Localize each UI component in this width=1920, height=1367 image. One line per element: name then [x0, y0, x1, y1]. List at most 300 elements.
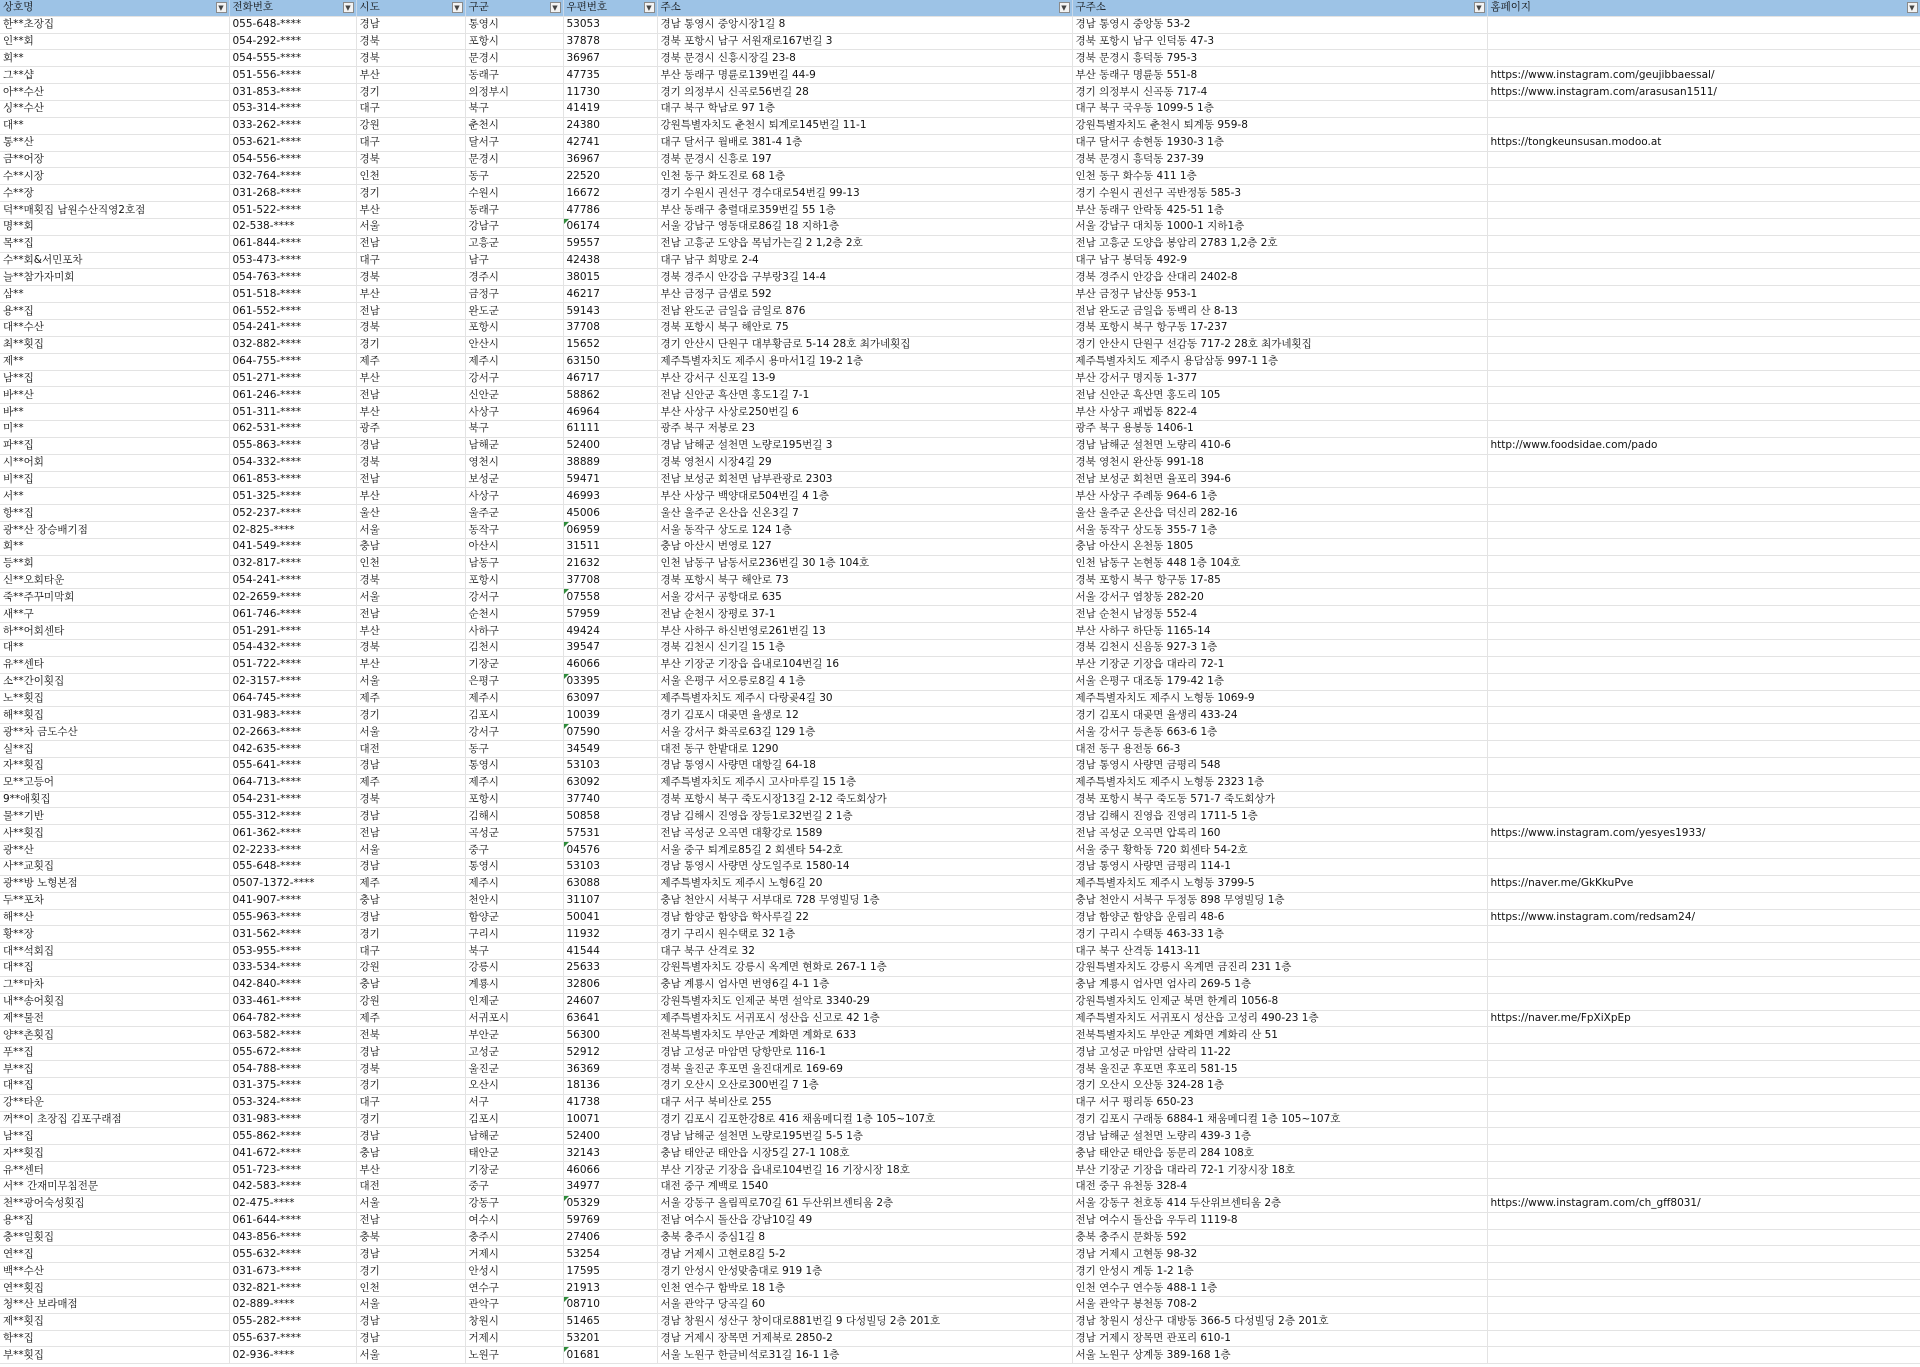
cell-address[interactable]: 경기 안산시 단원구 대부황금로 5-14 28호 최가네횟집 — [657, 336, 1072, 353]
cell-province[interactable]: 부산 — [356, 656, 465, 673]
cell-province[interactable]: 경남 — [356, 1313, 465, 1330]
cell-district[interactable]: 중구 — [465, 1179, 563, 1196]
cell-address[interactable]: 대구 서구 북비산로 255 — [657, 1094, 1072, 1111]
column-header-phone[interactable] — [229, 0, 356, 16]
cell-zipcode[interactable]: 59769 — [563, 1212, 657, 1229]
cell-old-address[interactable]: 경남 통영시 사량면 금평리 114-1 — [1072, 858, 1487, 875]
cell-district[interactable]: 북구 — [465, 101, 563, 118]
cell-zipcode[interactable]: 06959 — [563, 522, 657, 539]
cell-old-address[interactable]: 전남 보성군 회천면 율포리 394-6 — [1072, 471, 1487, 488]
cell-zipcode[interactable]: 49424 — [563, 623, 657, 640]
cell-zipcode[interactable]: 10071 — [563, 1111, 657, 1128]
cell-district[interactable]: 관악구 — [465, 1296, 563, 1313]
cell-homepage[interactable] — [1487, 16, 1920, 33]
cell-province[interactable]: 전남 — [356, 235, 465, 252]
cell-province[interactable]: 충북 — [356, 1229, 465, 1246]
cell-province[interactable]: 서울 — [356, 522, 465, 539]
cell-zipcode[interactable]: 42438 — [563, 252, 657, 269]
cell-name[interactable]: 파**집 — [0, 437, 229, 454]
cell-district[interactable]: 김천시 — [465, 640, 563, 657]
cell-zipcode[interactable]: 36967 — [563, 50, 657, 67]
cell-homepage[interactable]: https://www.instagram.com/redsam24/ — [1487, 909, 1920, 926]
cell-old-address[interactable]: 경남 통영시 사량면 금평리 548 — [1072, 757, 1487, 774]
cell-address[interactable]: 부산 사상구 사상로250번길 6 — [657, 404, 1072, 421]
cell-address[interactable]: 경북 포항시 북구 해안로 73 — [657, 572, 1072, 589]
cell-zipcode[interactable]: 63097 — [563, 690, 657, 707]
cell-phone[interactable]: 031-375-**** — [229, 1077, 356, 1094]
cell-homepage[interactable] — [1487, 185, 1920, 202]
cell-old-address[interactable]: 제주특별자치도 제주시 노형동 3799-5 — [1072, 875, 1487, 892]
cell-name[interactable]: 그**샵 — [0, 67, 229, 84]
cell-homepage[interactable] — [1487, 842, 1920, 859]
cell-homepage[interactable] — [1487, 943, 1920, 960]
cell-homepage[interactable] — [1487, 589, 1920, 606]
cell-district[interactable]: 강동구 — [465, 1195, 563, 1212]
cell-address[interactable]: 제주특별자치도 제주시 고사마루길 15 1층 — [657, 774, 1072, 791]
cell-province[interactable]: 경북 — [356, 791, 465, 808]
cell-homepage[interactable]: https://naver.me/GkKkuPve — [1487, 875, 1920, 892]
cell-phone[interactable]: 064-713-**** — [229, 774, 356, 791]
cell-phone[interactable]: 02-889-**** — [229, 1296, 356, 1313]
cell-zipcode[interactable]: 46993 — [563, 488, 657, 505]
cell-old-address[interactable]: 대구 남구 봉덕동 492-9 — [1072, 252, 1487, 269]
cell-phone[interactable]: 055-632-**** — [229, 1246, 356, 1263]
filter-dropdown-icon[interactable]: ▼ — [452, 2, 463, 13]
cell-old-address[interactable]: 경기 오산시 오산동 324-28 1층 — [1072, 1077, 1487, 1094]
cell-homepage[interactable] — [1487, 1145, 1920, 1162]
cell-name[interactable]: 수**시장 — [0, 168, 229, 185]
cell-address[interactable]: 부산 금정구 금샘로 592 — [657, 286, 1072, 303]
cell-old-address[interactable]: 부산 사하구 하단동 1165-14 — [1072, 623, 1487, 640]
cell-old-address[interactable]: 인천 동구 화수동 411 1층 — [1072, 168, 1487, 185]
cell-province[interactable]: 경남 — [356, 757, 465, 774]
cell-zipcode[interactable]: 46717 — [563, 370, 657, 387]
cell-homepage[interactable] — [1487, 1313, 1920, 1330]
cell-old-address[interactable]: 서울 강동구 천호동 414 두산위브센티움 2층 — [1072, 1195, 1487, 1212]
cell-name[interactable]: 모**고등어 — [0, 774, 229, 791]
cell-name[interactable]: 통**산 — [0, 134, 229, 151]
cell-homepage[interactable] — [1487, 976, 1920, 993]
cell-district[interactable]: 서귀포시 — [465, 1010, 563, 1027]
cell-phone[interactable]: 051-518-**** — [229, 286, 356, 303]
cell-old-address[interactable]: 경북 경주시 안강읍 산대리 2402-8 — [1072, 269, 1487, 286]
cell-phone[interactable]: 061-853-**** — [229, 471, 356, 488]
cell-zipcode[interactable]: 21913 — [563, 1280, 657, 1297]
cell-zipcode[interactable]: 27406 — [563, 1229, 657, 1246]
cell-old-address[interactable]: 부산 동래구 안락동 425-51 1층 — [1072, 202, 1487, 219]
cell-homepage[interactable] — [1487, 454, 1920, 471]
cell-phone[interactable]: 054-432-**** — [229, 640, 356, 657]
cell-old-address[interactable]: 충남 계룡시 엄사면 엄사리 269-5 1층 — [1072, 976, 1487, 993]
cell-district[interactable]: 구리시 — [465, 926, 563, 943]
cell-district[interactable]: 노원구 — [465, 1347, 563, 1364]
cell-province[interactable]: 서울 — [356, 673, 465, 690]
cell-name[interactable]: 대** — [0, 640, 229, 657]
cell-old-address[interactable]: 경기 의정부시 신곡동 717-4 — [1072, 84, 1487, 101]
cell-name[interactable]: 청**산 보라매점 — [0, 1296, 229, 1313]
cell-name[interactable]: 광**산 장승배기점 — [0, 522, 229, 539]
cell-name[interactable]: 광**산 — [0, 842, 229, 859]
cell-homepage[interactable] — [1487, 1296, 1920, 1313]
cell-province[interactable]: 경남 — [356, 1246, 465, 1263]
cell-address[interactable]: 대구 북구 학남로 97 1층 — [657, 101, 1072, 118]
cell-province[interactable]: 인천 — [356, 1280, 465, 1297]
cell-old-address[interactable]: 강원특별자치도 춘천시 퇴계동 959-8 — [1072, 117, 1487, 134]
cell-province[interactable]: 대전 — [356, 741, 465, 758]
cell-name[interactable]: 목**집 — [0, 235, 229, 252]
cell-district[interactable]: 충주시 — [465, 1229, 563, 1246]
cell-homepage[interactable] — [1487, 1212, 1920, 1229]
cell-zipcode[interactable]: 45006 — [563, 505, 657, 522]
cell-old-address[interactable]: 경북 문경시 흥덕동 237-39 — [1072, 151, 1487, 168]
cell-address[interactable]: 전남 곡성군 오곡면 대황강로 1589 — [657, 825, 1072, 842]
cell-zipcode[interactable]: 16672 — [563, 185, 657, 202]
cell-district[interactable]: 동래구 — [465, 202, 563, 219]
column-header-zipcode[interactable] — [563, 0, 657, 16]
cell-name[interactable]: 충**일횟집 — [0, 1229, 229, 1246]
cell-homepage[interactable] — [1487, 791, 1920, 808]
cell-province[interactable]: 경기 — [356, 707, 465, 724]
cell-zipcode[interactable]: 46066 — [563, 656, 657, 673]
cell-district[interactable]: 강릉시 — [465, 960, 563, 977]
cell-phone[interactable]: 054-556-**** — [229, 151, 356, 168]
cell-province[interactable]: 강원 — [356, 960, 465, 977]
cell-zipcode[interactable]: 31107 — [563, 892, 657, 909]
column-header-province[interactable] — [356, 0, 465, 16]
cell-address[interactable]: 제주특별자치도 제주시 다랑곶4길 30 — [657, 690, 1072, 707]
cell-phone[interactable]: 055-312-**** — [229, 808, 356, 825]
cell-address[interactable]: 경북 포항시 북구 해안로 75 — [657, 319, 1072, 336]
cell-zipcode[interactable]: 59143 — [563, 303, 657, 320]
cell-zipcode[interactable]: 53103 — [563, 757, 657, 774]
cell-name[interactable]: 내**송어횟집 — [0, 993, 229, 1010]
cell-name[interactable]: 하**어회센타 — [0, 623, 229, 640]
cell-phone[interactable]: 041-672-**** — [229, 1145, 356, 1162]
cell-homepage[interactable]: https://www.instagram.com/geujibbaessal/ — [1487, 67, 1920, 84]
cell-phone[interactable]: 055-862-**** — [229, 1128, 356, 1145]
cell-name[interactable]: 사**횟집 — [0, 825, 229, 842]
cell-phone[interactable]: 043-856-**** — [229, 1229, 356, 1246]
cell-old-address[interactable]: 경기 안산시 단원구 선감동 717-2 28호 최가네횟집 — [1072, 336, 1487, 353]
cell-homepage[interactable] — [1487, 303, 1920, 320]
cell-zipcode[interactable]: 07558 — [563, 589, 657, 606]
cell-old-address[interactable]: 경북 영천시 완산동 991-18 — [1072, 454, 1487, 471]
cell-phone[interactable]: 033-262-**** — [229, 117, 356, 134]
cell-phone[interactable]: 041-549-**** — [229, 538, 356, 555]
cell-district[interactable]: 금정구 — [465, 286, 563, 303]
cell-name[interactable]: 제**물전 — [0, 1010, 229, 1027]
cell-district[interactable]: 남해군 — [465, 1128, 563, 1145]
cell-homepage[interactable] — [1487, 623, 1920, 640]
cell-address[interactable]: 경남 통영시 중앙시장1길 8 — [657, 16, 1072, 33]
cell-name[interactable]: 용**집 — [0, 1212, 229, 1229]
cell-old-address[interactable]: 경북 문경시 흥덕동 795-3 — [1072, 50, 1487, 67]
cell-name[interactable]: 소**간이횟집 — [0, 673, 229, 690]
cell-name[interactable]: 미** — [0, 421, 229, 438]
cell-name[interactable]: 인**회 — [0, 33, 229, 50]
cell-name[interactable]: 천**광어숙성횟집 — [0, 1195, 229, 1212]
cell-province[interactable]: 제주 — [356, 353, 465, 370]
cell-old-address[interactable]: 제주특별자치도 제주시 노형동 2323 1층 — [1072, 774, 1487, 791]
cell-old-address[interactable]: 제주특별자치도 제주시 용담삼동 997-1 1층 — [1072, 353, 1487, 370]
cell-district[interactable]: 아산시 — [465, 538, 563, 555]
cell-district[interactable]: 포항시 — [465, 572, 563, 589]
cell-old-address[interactable]: 광주 북구 용봉동 1406-1 — [1072, 421, 1487, 438]
cell-old-address[interactable]: 부산 기장군 기장읍 대라리 72-1 기장시장 18호 — [1072, 1162, 1487, 1179]
cell-district[interactable]: 기장군 — [465, 656, 563, 673]
cell-province[interactable]: 전남 — [356, 471, 465, 488]
cell-old-address[interactable]: 전남 여수시 돌산읍 우두리 1119-8 — [1072, 1212, 1487, 1229]
cell-address[interactable]: 전남 고흥군 도양읍 목넘가는길 2 1,2층 2호 — [657, 235, 1072, 252]
cell-zipcode[interactable]: 41738 — [563, 1094, 657, 1111]
cell-name[interactable]: 신**오회타운 — [0, 572, 229, 589]
cell-address[interactable]: 경기 의정부시 신곡로56번길 28 — [657, 84, 1072, 101]
cell-homepage[interactable] — [1487, 808, 1920, 825]
cell-phone[interactable]: 031-853-**** — [229, 84, 356, 101]
cell-province[interactable]: 충남 — [356, 1145, 465, 1162]
cell-name[interactable]: 대**집 — [0, 1077, 229, 1094]
cell-phone[interactable]: 031-983-**** — [229, 1111, 356, 1128]
cell-province[interactable]: 경남 — [356, 16, 465, 33]
cell-zipcode[interactable]: 03395 — [563, 673, 657, 690]
cell-homepage[interactable] — [1487, 757, 1920, 774]
cell-phone[interactable]: 054-332-**** — [229, 454, 356, 471]
cell-zipcode[interactable]: 42741 — [563, 134, 657, 151]
cell-province[interactable]: 전북 — [356, 1027, 465, 1044]
cell-homepage[interactable] — [1487, 858, 1920, 875]
cell-province[interactable]: 서울 — [356, 1195, 465, 1212]
cell-district[interactable]: 문경시 — [465, 50, 563, 67]
cell-district[interactable]: 통영시 — [465, 16, 563, 33]
cell-province[interactable]: 전남 — [356, 303, 465, 320]
cell-zipcode[interactable]: 01681 — [563, 1347, 657, 1364]
cell-name[interactable]: 죽**주꾸미막회 — [0, 589, 229, 606]
cell-province[interactable]: 부산 — [356, 286, 465, 303]
cell-old-address[interactable]: 대전 동구 용전동 66-3 — [1072, 741, 1487, 758]
cell-zipcode[interactable]: 39547 — [563, 640, 657, 657]
cell-province[interactable]: 부산 — [356, 1162, 465, 1179]
cell-homepage[interactable] — [1487, 471, 1920, 488]
cell-address[interactable]: 충남 계룡시 엄사면 번영6길 4-1 1층 — [657, 976, 1072, 993]
cell-name[interactable]: 금**어장 — [0, 151, 229, 168]
cell-homepage[interactable] — [1487, 1263, 1920, 1280]
cell-district[interactable]: 거제시 — [465, 1330, 563, 1347]
cell-zipcode[interactable]: 41419 — [563, 101, 657, 118]
cell-address[interactable]: 경남 김해시 진영읍 장등1로32번길 2 1층 — [657, 808, 1072, 825]
cell-homepage[interactable] — [1487, 1246, 1920, 1263]
cell-district[interactable]: 포항시 — [465, 319, 563, 336]
cell-phone[interactable]: 054-231-**** — [229, 791, 356, 808]
cell-homepage[interactable] — [1487, 101, 1920, 118]
cell-address[interactable]: 경기 김포시 김포한강8로 416 채움메디컬 1층 105~107호 — [657, 1111, 1072, 1128]
cell-name[interactable]: 유**센터 — [0, 1162, 229, 1179]
cell-phone[interactable]: 02-475-**** — [229, 1195, 356, 1212]
cell-province[interactable]: 대전 — [356, 1179, 465, 1196]
cell-address[interactable]: 전남 순천시 장평로 37-1 — [657, 606, 1072, 623]
cell-district[interactable]: 보성군 — [465, 471, 563, 488]
cell-address[interactable]: 경남 통영시 사량면 대항길 64-18 — [657, 757, 1072, 774]
cell-old-address[interactable]: 서울 노원구 상계동 389-168 1층 — [1072, 1347, 1487, 1364]
cell-homepage[interactable] — [1487, 673, 1920, 690]
cell-province[interactable]: 전남 — [356, 825, 465, 842]
cell-phone[interactable]: 055-282-**** — [229, 1313, 356, 1330]
cell-old-address[interactable]: 경남 창원시 성산구 대방동 366-5 다성빌딩 2층 201호 — [1072, 1313, 1487, 1330]
cell-phone[interactable]: 02-2663-**** — [229, 724, 356, 741]
cell-province[interactable]: 인천 — [356, 555, 465, 572]
cell-name[interactable]: 늘**참가자미회 — [0, 269, 229, 286]
cell-zipcode[interactable]: 17595 — [563, 1263, 657, 1280]
cell-district[interactable]: 순천시 — [465, 606, 563, 623]
cell-homepage[interactable] — [1487, 151, 1920, 168]
cell-zipcode[interactable]: 36369 — [563, 1061, 657, 1078]
cell-old-address[interactable]: 부산 금정구 남산동 953-1 — [1072, 286, 1487, 303]
cell-phone[interactable]: 042-635-**** — [229, 741, 356, 758]
cell-name[interactable]: 남**집 — [0, 370, 229, 387]
cell-phone[interactable]: 051-291-**** — [229, 623, 356, 640]
cell-phone[interactable]: 051-325-**** — [229, 488, 356, 505]
cell-province[interactable]: 대구 — [356, 134, 465, 151]
cell-zipcode[interactable]: 59557 — [563, 235, 657, 252]
cell-name[interactable]: 해**산 — [0, 909, 229, 926]
cell-address[interactable]: 서울 은평구 서오릉로8길 4 1층 — [657, 673, 1072, 690]
cell-address[interactable]: 경북 김천시 신기길 15 1층 — [657, 640, 1072, 657]
cell-zipcode[interactable]: 52912 — [563, 1044, 657, 1061]
cell-old-address[interactable]: 경북 포항시 남구 인덕동 47-3 — [1072, 33, 1487, 50]
cell-zipcode[interactable]: 25633 — [563, 960, 657, 977]
cell-district[interactable]: 남구 — [465, 252, 563, 269]
cell-old-address[interactable]: 경남 남해군 설천면 노량리 410-6 — [1072, 437, 1487, 454]
cell-homepage[interactable]: https://www.instagram.com/yesyes1933/ — [1487, 825, 1920, 842]
cell-district[interactable]: 창원시 — [465, 1313, 563, 1330]
cell-name[interactable]: 덕**매횟집 남원수산직영2호점 — [0, 202, 229, 219]
cell-old-address[interactable]: 부산 사상구 괘법동 822-4 — [1072, 404, 1487, 421]
cell-province[interactable]: 강원 — [356, 993, 465, 1010]
cell-zipcode[interactable]: 11932 — [563, 926, 657, 943]
column-header-address[interactable] — [657, 0, 1072, 16]
cell-old-address[interactable]: 대구 북구 국우동 1099-5 1층 — [1072, 101, 1487, 118]
cell-old-address[interactable]: 전남 완도군 금일읍 동백리 산 8-13 — [1072, 303, 1487, 320]
cell-zipcode[interactable]: 08710 — [563, 1296, 657, 1313]
cell-old-address[interactable]: 서울 은평구 대조동 179-42 1층 — [1072, 673, 1487, 690]
cell-phone[interactable]: 02-936-**** — [229, 1347, 356, 1364]
cell-homepage[interactable] — [1487, 538, 1920, 555]
cell-name[interactable]: 두**포차 — [0, 892, 229, 909]
cell-name[interactable]: 연**횟집 — [0, 1280, 229, 1297]
cell-province[interactable]: 충남 — [356, 538, 465, 555]
cell-province[interactable]: 경기 — [356, 336, 465, 353]
cell-name[interactable]: 명**회 — [0, 218, 229, 235]
cell-phone[interactable]: 054-763-**** — [229, 269, 356, 286]
cell-name[interactable]: 노**횟집 — [0, 690, 229, 707]
cell-district[interactable]: 제주시 — [465, 774, 563, 791]
cell-phone[interactable]: 051-723-**** — [229, 1162, 356, 1179]
cell-address[interactable]: 부산 사하구 하신번영로261번길 13 — [657, 623, 1072, 640]
cell-district[interactable]: 신안군 — [465, 387, 563, 404]
cell-homepage[interactable] — [1487, 353, 1920, 370]
filter-dropdown-icon[interactable]: ▼ — [216, 2, 227, 13]
cell-address[interactable]: 경기 수원시 권선구 경수대로54번길 99-13 — [657, 185, 1072, 202]
cell-old-address[interactable]: 경남 거제시 장목면 관포리 610-1 — [1072, 1330, 1487, 1347]
cell-zipcode[interactable]: 24380 — [563, 117, 657, 134]
cell-homepage[interactable] — [1487, 1280, 1920, 1297]
cell-district[interactable]: 사하구 — [465, 623, 563, 640]
cell-homepage[interactable] — [1487, 1027, 1920, 1044]
cell-homepage[interactable] — [1487, 656, 1920, 673]
filter-dropdown-icon[interactable]: ▼ — [550, 2, 561, 13]
cell-phone[interactable]: 0507-1372-**** — [229, 875, 356, 892]
cell-district[interactable]: 김포시 — [465, 1111, 563, 1128]
cell-homepage[interactable] — [1487, 488, 1920, 505]
cell-old-address[interactable]: 인천 연수구 연수동 488-1 1층 — [1072, 1280, 1487, 1297]
column-header-old-address[interactable] — [1072, 0, 1487, 16]
cell-phone[interactable]: 051-522-**** — [229, 202, 356, 219]
cell-address[interactable]: 경남 고성군 마암면 당항만로 116-1 — [657, 1044, 1072, 1061]
cell-homepage[interactable] — [1487, 1111, 1920, 1128]
cell-zipcode[interactable]: 47786 — [563, 202, 657, 219]
cell-province[interactable]: 제주 — [356, 690, 465, 707]
cell-phone[interactable]: 051-271-**** — [229, 370, 356, 387]
cell-zipcode[interactable]: 46217 — [563, 286, 657, 303]
cell-homepage[interactable] — [1487, 1128, 1920, 1145]
cell-zipcode[interactable]: 57531 — [563, 825, 657, 842]
cell-phone[interactable]: 064-755-**** — [229, 353, 356, 370]
cell-name[interactable]: 꺼**이 초장집 김포구래점 — [0, 1111, 229, 1128]
cell-district[interactable]: 은평구 — [465, 673, 563, 690]
cell-homepage[interactable]: https://www.instagram.com/ch_gff8031/ — [1487, 1195, 1920, 1212]
cell-phone[interactable]: 02-2233-**** — [229, 842, 356, 859]
cell-name[interactable]: 한**초장집 — [0, 16, 229, 33]
cell-name[interactable]: 수**회&서민포차 — [0, 252, 229, 269]
cell-province[interactable]: 경남 — [356, 1128, 465, 1145]
cell-address[interactable]: 충남 천안시 서북구 서부대로 728 무영빌딩 1층 — [657, 892, 1072, 909]
cell-province[interactable]: 전남 — [356, 387, 465, 404]
cell-phone[interactable]: 053-314-**** — [229, 101, 356, 118]
cell-old-address[interactable]: 대구 달서구 송현동 1930-3 1층 — [1072, 134, 1487, 151]
cell-province[interactable]: 경남 — [356, 1044, 465, 1061]
cell-phone[interactable]: 055-637-**** — [229, 1330, 356, 1347]
cell-zipcode[interactable]: 46964 — [563, 404, 657, 421]
cell-phone[interactable]: 053-621-**** — [229, 134, 356, 151]
cell-district[interactable]: 계룡시 — [465, 976, 563, 993]
cell-name[interactable]: 제**횟집 — [0, 1313, 229, 1330]
cell-name[interactable]: 대** — [0, 117, 229, 134]
cell-name[interactable]: 황**장 — [0, 926, 229, 943]
column-header-homepage[interactable] — [1487, 0, 1920, 16]
cell-address[interactable]: 부산 강서구 신포길 13-9 — [657, 370, 1072, 387]
cell-address[interactable]: 제주특별자치도 제주시 용마서1길 19-2 1층 — [657, 353, 1072, 370]
cell-province[interactable]: 경북 — [356, 1061, 465, 1078]
cell-name[interactable]: 대**집 — [0, 960, 229, 977]
cell-homepage[interactable] — [1487, 269, 1920, 286]
cell-name[interactable]: 시**어회 — [0, 454, 229, 471]
cell-district[interactable]: 제주시 — [465, 353, 563, 370]
cell-district[interactable]: 김포시 — [465, 707, 563, 724]
cell-old-address[interactable]: 충북 충주시 문화동 592 — [1072, 1229, 1487, 1246]
cell-province[interactable]: 경북 — [356, 319, 465, 336]
cell-zipcode[interactable]: 07590 — [563, 724, 657, 741]
cell-address[interactable]: 서울 강서구 공항대로 635 — [657, 589, 1072, 606]
cell-district[interactable]: 고흥군 — [465, 235, 563, 252]
cell-name[interactable]: 사**교횟집 — [0, 858, 229, 875]
cell-old-address[interactable]: 강원특별자치도 강릉시 옥계면 금진리 231 1층 — [1072, 960, 1487, 977]
cell-district[interactable]: 북구 — [465, 421, 563, 438]
cell-phone[interactable]: 032-821-**** — [229, 1280, 356, 1297]
cell-name[interactable]: 푸**집 — [0, 1044, 229, 1061]
cell-phone[interactable]: 042-583-**** — [229, 1179, 356, 1196]
filter-dropdown-icon[interactable]: ▼ — [1059, 2, 1070, 13]
cell-district[interactable]: 강서구 — [465, 589, 563, 606]
cell-address[interactable]: 대전 동구 한밭대로 1290 — [657, 741, 1072, 758]
